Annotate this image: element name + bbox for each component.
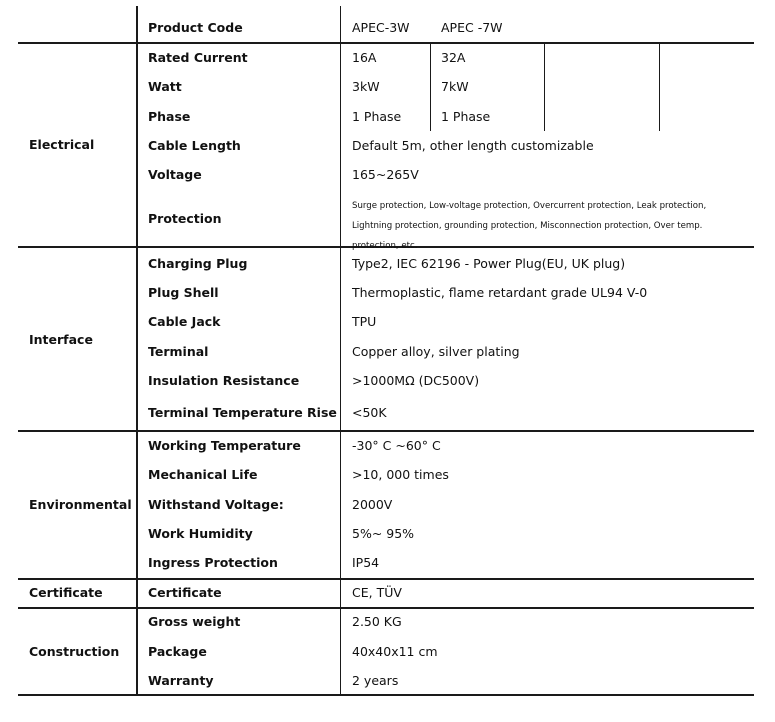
rule-header-bottom	[18, 42, 754, 44]
watt-label: Watt	[148, 79, 182, 94]
cable-jack-label: Cable Jack	[148, 314, 221, 329]
rated-current-3w: 16A	[352, 50, 377, 65]
watt-3w: 3kW	[352, 79, 380, 94]
temp-rise-label: Terminal Temperature Rise	[148, 405, 337, 420]
rule-environmental-bottom	[18, 578, 754, 580]
withstand-voltage-label: Withstand Voltage:	[148, 497, 284, 512]
terminal-label: Terminal	[148, 344, 209, 359]
withstand-voltage-value: 2000V	[352, 497, 393, 512]
plug-shell-label: Plug Shell	[148, 285, 219, 300]
protection-value: Surge protection, Low-voltage protection, Overcurrent protection, Leak protection, Lightning protection, grounding protection, Misconnection protection, Over temp. protection, etc.	[352, 201, 707, 251]
mechanical-life-label: Mechanical Life	[148, 467, 258, 482]
group-interface: Interface	[29, 332, 93, 347]
phase-label: Phase	[148, 109, 191, 124]
plug-shell-value: Thermoplastic, flame retardant grade UL94 V-0	[352, 285, 648, 300]
certificate-label: Certificate	[148, 585, 222, 600]
rule-interface-bottom	[18, 430, 754, 432]
warranty-value: 2 years	[352, 673, 399, 688]
gross-weight-value: 2.50 KG	[352, 614, 402, 629]
terminal-value: Copper alloy, silver plating	[352, 344, 520, 359]
rule-col-1	[136, 6, 138, 696]
work-humidity-label: Work Humidity	[148, 526, 253, 541]
model-apec-7w: APEC -7W	[441, 20, 503, 35]
cable-length-value: Default 5m, other length customizable	[352, 138, 594, 153]
rated-current-label: Rated Current	[148, 50, 248, 65]
cable-jack-value: TPU	[352, 314, 377, 329]
voltage-value: 165~265V	[352, 167, 419, 182]
temp-rise-value: <50K	[352, 405, 387, 420]
rule-col-5	[659, 42, 660, 131]
group-electrical: Electrical	[29, 137, 95, 152]
insulation-resistance-label: Insulation Resistance	[148, 373, 300, 388]
charging-plug-value: Type2, IEC 62196 - Power Plug(EU, UK plug)	[352, 256, 626, 271]
gross-weight-label: Gross weight	[148, 614, 241, 629]
ingress-protection-label: Ingress Protection	[148, 555, 278, 570]
package-value: 40x40x11 cm	[352, 644, 438, 659]
warranty-label: Warranty	[148, 673, 214, 688]
package-label: Package	[148, 644, 207, 659]
rule-col-4	[544, 42, 545, 131]
group-construction: Construction	[29, 644, 120, 659]
group-certificate: Certificate	[29, 585, 103, 600]
voltage-label: Voltage	[148, 167, 202, 182]
cable-length-label: Cable Length	[148, 138, 241, 153]
rule-col-3	[430, 42, 431, 131]
model-apec-3w: APEC-3W	[352, 20, 410, 35]
mechanical-life-value: >10, 000 times	[352, 467, 449, 482]
rule-table-bottom	[18, 694, 754, 696]
protection-label: Protection	[148, 211, 222, 226]
certificate-value: CE, TÜV	[352, 585, 402, 600]
working-temp-value: -30° C ~60° C	[352, 438, 441, 453]
rule-certificate-bottom	[18, 607, 754, 609]
phase-3w: 1 Phase	[352, 109, 402, 124]
product-code-label: Product Code	[148, 20, 243, 35]
rated-current-7w: 32A	[441, 50, 466, 65]
insulation-resistance-value: >1000MΩ (DC500V)	[352, 373, 480, 388]
ingress-protection-value: IP54	[352, 555, 380, 570]
watt-7w: 7kW	[441, 79, 469, 94]
charging-plug-label: Charging Plug	[148, 256, 248, 271]
phase-7w: 1 Phase	[441, 109, 491, 124]
working-temp-label: Working Temperature	[148, 438, 301, 453]
group-environmental: Environmental	[29, 497, 132, 512]
rule-col-2	[340, 6, 341, 696]
work-humidity-value: 5%~ 95%	[352, 526, 415, 541]
